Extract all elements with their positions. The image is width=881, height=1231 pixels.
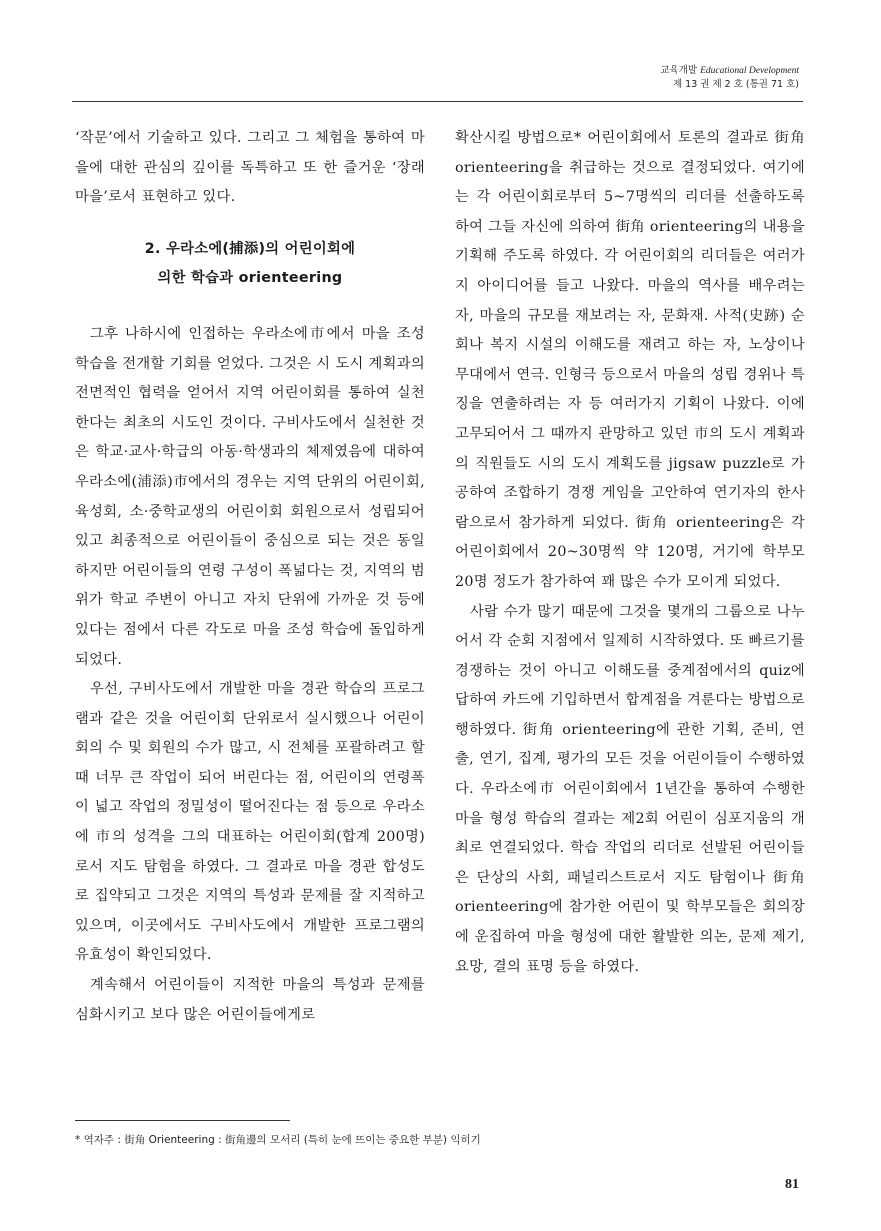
footnote: * 역자주 : 街角 Orienteering : 街角邊의 모서리 (특히 눈에 뜨이는 중요한 부분) 익히기 [75, 1134, 481, 1146]
left-column [75, 124, 425, 1030]
page-number: 81 [785, 1177, 799, 1192]
intro-paragraph: ‘작문’에서 기술하고 있다. 그리고 그 체험을 통하여 마을에 대한 관심의 깊이를 독특하고 또 한 즐거운 ‘장래 마을’로서 표현하고 있다. [75, 130, 425, 206]
journal-title-en: Educational Development [700, 66, 799, 76]
section-heading [75, 235, 425, 294]
body-paragraph: 우선, 구비사도에서 개발한 마을 경관 학습의 프로그램과 같은 것을 어린이회 단위로서 실시했으나 어린이회의 수 및 회원의 수가 많고, 시 전체를 포괄하려고 할 때 너무 큰 작업이 되어 버린다는 점, 어린이의 연령폭이 넓고 작업의 정밀성이 떨어진다는 점 등으로 우라소에 市의 성격을 그의 대표하는 어린이회(합계 200명)로서 지도 탐험을 하였다. 그 결과로 마을 경관 합성도로 집약되고 그것은 지역의 특성과 문제를 잘 지적하고 있으며, 이곳에서도 구비사도에서 개발한 프로그램의 유효성이 확인되었다. [75, 681, 425, 964]
running-header [660, 64, 799, 92]
body-paragraph: 그후 나하시에 인접하는 우라소에市에서 마을 조성 학습을 전개할 기회를 얻었다. 그것은 시 도시 계획과의 전면적인 협력을 얻어서 지역 어린이회를 통하여 실천한다는 최초의 시도인 것이다. 구비사도에서 실천한 것은 학교·교사·학급의 아동·학생과의 체제였음에 대하여 우라소에(浦添)市에서의 경우는 지역 단위의 어린이회, 육성회, 소·중학교생의 어린이회 회원으로서 성립되어 있고 최종적으로 어린이들이 중심으로 되는 것은 동일하지만 어린이들의 연령 구성이 폭넓다는 것, 지역의 범위가 학교 주변이 아니고 자치 단위에 가까운 것 등에 있다는 점에서 다른 각도로 마을 조성 학습에 돌입하게 되었다. [75, 325, 425, 668]
body-paragraph: 사람 수가 많기 때문에 그것을 몇개의 그룹으로 나누어서 각 순회 지점에서 일제히 시작하였다. 또 빠르기를 경쟁하는 것이 아니고 이해도를 중계점에서의 quiz에 답하여 카드에 기입하면서 합계점을 겨룬다는 방법으로 행하였다. 街角 orienteering에 관한 기획, 준비, 연출, 연기, 집계, 평가의 모든 것을 어린이들이 수행하였다. 우라소에市 어린이회에서 1년간을 통하여 수행한 마을 형성 학습의 결과는 제2회 어린이 심포지움의 개최로 연결되었다. 학습 작업의 리더로 선발된 어린이들은 단상의 사회, 패널리스트로서 지도 탐험이나 街角 orienteering에 참가한 어린이 및 학부모들은 회의장에 운집하여 마을 형성에 대한 활발한 의논, 문제 제기, 요망, 결의 표명 등을 하였다. [455, 603, 805, 975]
section-heading-line1: 2. 우라소에(捕添)의 어린이회에 [144, 240, 356, 257]
journal-title-ko: 교육개발 [660, 65, 698, 76]
footnote-rule [75, 1120, 290, 1121]
body-paragraph: 계속해서 어린이들이 지적한 마을의 특성과 문제를 심화시키고 보다 많은 어린이들에게로 [75, 977, 425, 1023]
issue-info: 제 13 권 제 2 호 (통권 71 호) [672, 79, 799, 90]
header-rule [72, 101, 803, 102]
body-paragraph: 확산시킬 방법으로* 어린이회에서 토론의 결과로 街角 orienteering을 취급하는 것으로 결정되었다. 여기에는 각 어린이회로부터 5~7명씩의 리더를 선출하도록 하여 그들 자신에 의하여 街角 orienteering의 내용을 기획해 주도록 하였다. 각 어린이회의 리더들은 여러가지 아이디어를 들고 나왔다. 마을의 역사를 배우려는 자, 마을의 규모를 재보려는 자, 문화재. 사적(史跡) 순회나 복지 시설의 이해도를 재려고 하는 자, 노상이나 무대에서 연극. 인형극 등으로서 마을의 성립 경위나 특징을 연출하려는 자 등 여러가지 기획이 나왔다. 이에 고무되어서 그 때까지 관망하고 있던 市의 도시 계획과의 직원들도 시의 도시 계획도를 jigsaw puzzle로 가공하여 조합하기 경쟁 게임을 고안하여 연기자의 한사람으로서 참가하게 되었다. 街角 orienteering은 각 어린이회에서 20~30명씩 약 120명, 거기에 학부모 20명 정도가 참가하여 꽤 많은 수가 모이게 되었다. [455, 130, 805, 590]
section-heading-line2: 의한 학습과 orienteering [157, 270, 343, 287]
journal-title-line [660, 64, 799, 78]
right-column [455, 124, 805, 982]
